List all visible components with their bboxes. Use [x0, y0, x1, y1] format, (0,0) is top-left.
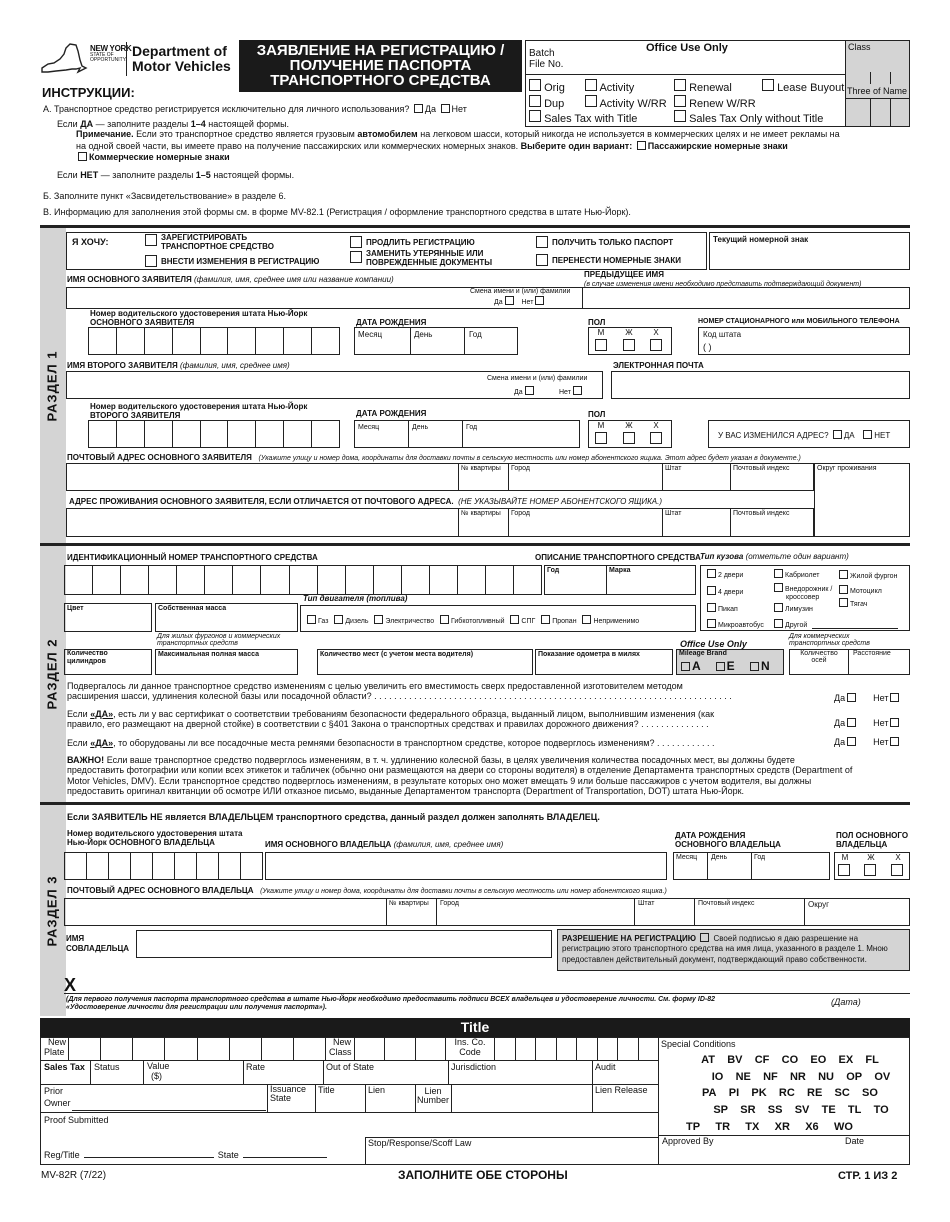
body-type-label: Тип кузова (отметьте один вариант) [700, 552, 849, 561]
renew-wrr-label: Renew W/RR [689, 98, 756, 110]
cylinders-label: Количество цилиндров [67, 650, 108, 665]
body-tractor[interactable]: Тягач [837, 598, 867, 609]
sex-second-label: ПОЛ [588, 410, 606, 419]
logo-divider [126, 42, 127, 76]
primary-name-label: ИМЯ ОСНОВНОГО ЗАЯВИТЕЛЯ (фамилия, имя, среднее имя или название компании) [67, 275, 394, 284]
sex-x-checkbox[interactable] [650, 339, 662, 351]
renewal-label: Renewal [689, 82, 732, 94]
approved-by-label: Approved By [662, 1136, 714, 1146]
instruction-note: Примечание. Если это транспортное средство является грузовым автомобилем на легковом шасси, который никогда не используется в коммерческих целях и не имеет рекламы на [76, 129, 840, 139]
class-label: Class [848, 42, 871, 52]
orig-option[interactable] [529, 79, 565, 95]
email-field[interactable] [611, 371, 910, 399]
dmv-name [132, 44, 231, 73]
body-convertible[interactable]: Кабриолет [772, 569, 819, 580]
ins-co-cells[interactable] [494, 1037, 658, 1060]
engine-options: Газ Дизель Электричество Гибкотопливный СПГ Пропан Неприменимо [305, 615, 639, 626]
stop-label: Stop/Response/Scoff Law [368, 1138, 472, 1148]
renewal-option[interactable] [674, 79, 732, 95]
change-registration-option[interactable]: ВНЕСТИ ИЗМЕНЕНИЯ В РЕГИСТРАЦИЮ [145, 255, 319, 267]
q1-yes[interactable] [847, 693, 856, 702]
county-field[interactable] [814, 463, 910, 537]
q3-yes[interactable] [847, 737, 856, 746]
activity-option[interactable] [585, 79, 634, 95]
phone-label: НОМЕР СТАЦИОНАРНОГО или МОБИЛЬНОГО ТЕЛЕФОНА [698, 318, 900, 325]
reg-title-state: Reg/Title State [44, 1150, 327, 1160]
second-change-yes-checkbox[interactable] [525, 386, 534, 395]
activity-wrr-option[interactable] [585, 95, 667, 111]
engine-label: Тип двигателя (топлива) [303, 594, 408, 603]
important-note: ВАЖНО! Если ваше транспортное средство подверглось изменениям, в т. ч. удлинению колесной базы, в целях увеличения количества посадочных мест, вы должны будете предоставить фотографии или копии всех этикеток и табличек (обычно они размещаются на двери со стороны водителя) в отделение Департамента транспортных средств (Department of Motor Vehicles, DMV). Если транспортное средство подверглось изменениям, в результате которых оно может вмещать 9 или больше пассажиров с учетом водителя, вы должны предоставить оригинал квитанции об осмотре ИЛИ отказное письмо, выданные Департаментом транспорта (Department of Transportation, DOT) штата Нью-Йорк. [67, 755, 853, 797]
title-line-3: ТРАНСПОРТНОГО СРЕДСТВА [270, 72, 491, 89]
form-page: NEW YORK STATE OF OPPORTUNITY. Department of Motor Vehicles ЗАЯВЛЕНИЕ НА РЕГИСТРАЦИЮ / ПОЛУЧЕНИЕ ПАСПОРТА ТРАНСПОРТНОГО СРЕДСТВА Office Use Only Batch File No. Class Three of Name Orig Activity Renewal Lease Buyout Dup Activity W/RR Renew W/RR Sales Tax with Title Sales Tax Only without Title ИНСТРУКЦИИ: А. Транспортное средство регистрируется исключительно для личного использования? Да Нет Если ДА — заполните разделы 1–4 настоящей формы. Примечание. Если это транспортное средство является грузовым автомобилем на легковом шасси, который никогда не используется в коммерческих целях и не имеет рекламы на на одной своей части, вы имеете право на получение пассажирских или коммерческих номерных знаков. Выберите один вариант: Пассажирские номерные знаки Коммерческие номерные знаки Если НЕТ — заполните разделы 1–5 настоящей формы. Б. Заполните пункт «Засвидетельствование» в разделе 6. В. Информацию для заполнения этой формы см. в форме MV-82.1 (Регистрация / оформление транспортного средства в штате Нью-Йорк). РАЗДЕЛ 1 Я ХОЧУ: ЗАРЕГИСТРИРОВАТЬ ТРАНСПОРТНОЕ СРЕДСТВО ВНЕСТИ ИЗМЕНЕНИЯ В РЕГИСТРАЦИЮ ПРОДЛИТЬ РЕГИСТРАЦИЮ ЗАМЕНИТЬ УТЕРЯННЫЕ ИЛИ ПОВРЕЖДЕННЫЕ ДОКУМЕНТЫ ПОЛУЧИТЬ ТОЛЬКО ПАСПОРТ ПЕРЕНЕСТИ НОМЕРНЫЕ ЗНАКИ Текущий номерной знак ИМЯ ОСНОВНОГО ЗАЯВИТЕЛЯ (фамилия, имя, среднее имя или название компании) Смена имени и (или) фамилии Да Нет ПРЕДЫДУЩЕЕ ИМЯ (в случае изменения имени необходимо представить подтверждающий документ) Номер водительского удостоверения штата Нью-Йорк ОСНОВНОГО ЗАЯВИТЕЛЯ ДАТА РОЖДЕНИЯ Месяц День Год ПОЛ М Ж Х НОМЕР СТАЦИОНАРНОГО или МОБИЛЬНОГО ТЕЛЕФОНА Код штата ( ) ИМЯ ВТОРОГО ЗАЯВИТЕЛЯ (фамилия, имя, среднее имя) Смена имени и (или) фамилии Да Нет ЭЛЕКТРОННАЯ ПОЧТА Номер водительского удостоверения штата Нью-Йорк ВТОРОГО ЗАЯВИТЕЛЯ ДАТА РОЖДЕНИЯ Месяц День Год ПОЛ М Ж Х У ВАС ИЗМЕНИЛСЯ АДРЕС? ДА НЕТ ПОЧТОВЫЙ АДРЕС ОСНОВНОГО ЗАЯВИТЕЛЯ (Укажите улицу и номер дома, координаты для доставки почты в сельскую местность или номер абонентского ящика. Этот адрес будет указан в документе.) № квартиры Город Штат Почтовый индекс Округ проживания АДРЕС ПРОЖИВАНИЯ ОСНОВНОГО ЗАЯВИТЕЛЯ, ЕСЛИ ОТЛИЧАЕТСЯ ОТ ПОЧТОВОГО АДРЕСА. (НЕ УКАЗЫВАЙТЕ НОМЕР АБОНЕНТСКОГО ЯЩИКА.) № квартиры Город Штат Почтовый индекс РАЗДЕЛ 2 ИДЕНТИФИКАЦИОННЫЙ НОМЕР ТРАНСПОРТНОГО СРЕДСТВА ОПИСАНИЕ ТРАНСПОРТНОГО СРЕДСТВА Год Марка Тип кузова (отметьте один вариант) 2 двери 4 двери Пикап Микроавтобус Кабриолет Внедорожник / кроссовер Лимузин Другой Жилой фургон Мотоцикл Тягач Цвет Собственная масса Тип двигателя (топлива) Газ Дизель Электричество Гибкотопливный СПГ Пропан Неприменимо Для жилых фургонов и коммерческих транспортных средств Office Use Only Для коммерческих транспортных средств Количество цилиндров Максимальная полная масса Количество мест (с учетом места водителя) Показание одометра в милях Mileage Brand A E N Количество осей Расстояние Подвергалось ли данное транспортное средство изменениям с целью увеличить его вместимость сверх предоставленной изготовителем методом расширения шасси, удлинения колесной базы или посадочной области? . . . . . . . . . . . . . . . . . . . . . . . . . . . . . . . . . . . . . . . . . . . . . . . . . . . . . . . . . . . . . . . . . . . . . . . . Да Нет Если «ДА», есть ли у вас сертификат о соответствии требованиям безопасности федерального образца, выданный лицом, выполнившим изменения (как правило, его размещают на дверной стойке) в соответствии с §401 Закона о транспортных средствах и правилах дорожного движения? . . . . . . . . . . . . . . Да Нет Если «ДА», то оборудованы ли все посадочные места ремнями безопасности в транспортном средстве, которое подверглось изменениям? . . . . . . . . . . . . Да Нет ВАЖНО! Если ваше транспортное средство подверглось изменениям, в т. ч. удлинению колесной базы, в целях увеличения количества посадочных мест, вы должны будете предоставить фотографии или копии всех этикеток и табличек (обычно они размещаются на двери со стороны водителя) в отделение Департамента транспортных средств (Department of Motor Vehicles, DMV). Если транспортное средство подверглось изменениям, в результате которых оно может вмещать 9 или больше пассажиров с учетом водителя, вы должны предоставить оригинал квитанции об осмотре ИЛИ отказное письмо, выданные Департаментом транспорта (Department of Transportation, DOT) штата Нью-Йорк. РАЗДЕЛ 3 Если ЗАЯВИТЕЛЬ НЕ является ВЛАДЕЛЬЦЕМ транспортного средства, данный раздел должен заполнять ВЛАДЕЛЕЦ. Номер водительского удостоверения штата Нью-Йорк ОСНОВНОГО ВЛАДЕЛЬЦА ИМЯ ОСНОВНОГО ВЛАДЕЛЬЦА (фамилия, имя, среднее имя) ДАТА РОЖДЕНИЯ ОСНОВНОГО ВЛАДЕЛЬЦА Месяц День Год ПОЛ ОСНОВНОГО ВЛАДЕЛЬЦА М Ж X ПОЧТОВЫЙ АДРЕС ОСНОВНОГО ВЛАДЕЛЬЦА (Укажите улицу и номер дома, координаты для доставки почты в сельскую местность или номер абонентского ящика.) № квартиры Город Штат Почтовый индекс Округ ИМЯ СОВЛАДЕЛЬЦА РАЗРЕШЕНИЕ НА РЕГИСТРАЦИЮ Своей подписью я даю разрешение на регистрацию этого транспортного средства на имя лица, указанного в разделе 1. Мною предоставлен действительный документ, подтверждающий право собственности. X (Для первого получения паспорта транспортного средства в штате Нью-Йорк необходимо предоставить подписи ВСЕХ владельцев и удостоверение личности. См. форму ID-82 «Удостоверение личности для регистрации или получения паспорта»). (Дата) Title Special Conditions AT BV CF CO EO EX FL IO NE NF NR NU OP OV PA PI PK RC RE SC SO SP SR SS SV TE TL TO TP TR TX XR X6 WO Approved By Date New Plate New Class Ins. Co. Code Sales Tax Status Value ($) Rate Out of State Jurisdiction Audit Prior Owner Issuance State Title Lien Lien Number Lien Release Proof Submitted Stop/Response/Scoff Law Reg/Title State MV-82R (7/22) ЗАПОЛНИТЕ ОБЕ СТОРОНЫ СТР. 1 ИЗ 2 [41, 42, 909, 1182]
page-number: СТР. 1 ИЗ 2 [838, 1170, 898, 1182]
second-name-change-options: Да Нет [514, 386, 584, 397]
body-minibus[interactable]: Микроавтобус [705, 619, 764, 630]
q1-no[interactable] [890, 693, 899, 702]
new-plate-label: New Plate [44, 1037, 67, 1057]
body-4d[interactable]: 4 двери [705, 586, 743, 597]
file-no-label: File No. [529, 59, 564, 70]
owner-mail-field[interactable] [64, 898, 910, 926]
dl-second-label: Номер водительского удостоверения штата Нью-Йорк ВТОРОГО ЗАЯВИТЕЛЯ [90, 402, 308, 420]
transfer-plates-option[interactable]: ПЕРЕНЕСТИ НОМЕРНЫЕ ЗНАКИ [536, 254, 681, 266]
county-label: Округ проживания [817, 465, 877, 472]
sex2-x-checkbox[interactable] [650, 432, 662, 444]
mileage-e[interactable] [716, 662, 725, 671]
signature-line[interactable] [64, 993, 910, 994]
q3-answers: Да Нет [834, 737, 901, 747]
i-want-label: Я ХОЧУ: [72, 237, 109, 247]
owner-dl-field[interactable] [64, 852, 263, 880]
office-divider [525, 74, 845, 75]
sales-tax-label: Sales Tax [44, 1062, 85, 1072]
three-of-name-label: Three of Name [847, 86, 908, 96]
question-1: Подвергалось ли данное транспортное средство изменениям с целью увеличить его вместимость сверх предоставленной изготовителем методом расширения шасси, удлинения колесной базы или посадочной области? . . . . . . . . . . . . . . . . . . . . . . . . . . . . . . . . . . . . . . . . . . . . . . . . . . . . . . . . . . . . . . . . . . . . . . . . [67, 681, 732, 702]
special-codes: AT BV CF CO EO EX FL IO NE NF NR NU OP OV PA PI PK RC RE SC SO SP SR SS SV TE TL TO TP TR TX XR X6 WO [686, 1054, 891, 1133]
lease-label: Lease Buyout [777, 82, 845, 94]
mailing-address-field[interactable] [66, 463, 814, 491]
instruction-b: Б. Заполните пункт «Засвидетельствование» в разделе 6. [43, 191, 287, 201]
office-use-mileage-label: Office Use Only [680, 639, 747, 649]
instruction-c: В. Информацию для заполнения этой формы см. в форме MV-82.1 (Регистрация / оформление транспортного средства в штате Нью-Йорк). [43, 207, 631, 217]
sex2-f-checkbox[interactable] [623, 432, 635, 444]
section-3-tab [40, 805, 66, 1016]
ins-co-label: Ins. Co. Code [454, 1037, 486, 1057]
out-of-state-label: Out of State [326, 1062, 375, 1072]
addr-no-checkbox[interactable] [863, 430, 872, 439]
ny-line-2: STATE OF [90, 52, 114, 58]
commercial-note: Для коммерческих транспортных средств [789, 633, 870, 647]
body-suv[interactable]: Внедорожник / кроссовер [772, 583, 832, 603]
instruction-note-2: на одной своей части, вы имеете право на получение пассажирских или коммерческих номерных знаков. Выберите один вариант: Пассажирские номерные знаки [76, 141, 788, 151]
authorization-checkbox[interactable] [700, 933, 709, 942]
rate-label: Rate [246, 1062, 266, 1072]
mileage-n[interactable] [750, 662, 759, 671]
instruction-a: А. Транспортное средство регистрируется исключительно для личного использования? Да Нет [43, 104, 467, 114]
question-3: Если «ДА», то оборудованы ли все посадочные места ремнями безопасности в транспортном средстве, которое подверглось изменениям? . . . . . . . . . . . . [67, 738, 715, 748]
instruction-if-no: Если НЕТ — заполните разделы 1–5 настоящей формы. [57, 170, 295, 180]
addr-yes-checkbox[interactable] [833, 430, 842, 439]
passenger-plates-checkbox[interactable] [637, 141, 646, 150]
body-pickup[interactable]: Пикап [705, 603, 738, 614]
lease-buyout-option[interactable] [762, 79, 844, 95]
office-date-label: Date [845, 1136, 865, 1146]
complete-both-sides: ЗАПОЛНИТЕ ОБЕ СТОРОНЫ [398, 1168, 568, 1182]
q1-answers: Да Нет [834, 693, 901, 703]
section-1-label: РАЗДЕЛ 1 [44, 350, 60, 421]
signature-date-label: (Дата) [831, 997, 861, 1007]
orig-label: Orig [544, 82, 565, 94]
form-title [239, 40, 522, 92]
owner-dob-label: ДАТА РОЖДЕНИЯ ОСНОВНОГО ВЛАДЕЛЬЦА [675, 831, 781, 849]
body-camper[interactable]: Жилой фургон [837, 570, 897, 581]
office-use-bottom-title: Title [40, 1018, 910, 1037]
title-line-1: ЗАЯВЛЕНИЕ НА РЕГИСТРАЦИЮ / [256, 42, 505, 59]
second-name-label: ИМЯ ВТОРОГО ЗАЯВИТЕЛЯ (фамилия, имя, среднее имя) [67, 361, 290, 370]
ny-line-3: OPPORTUNITY. [90, 57, 127, 63]
sales-tax-only-option[interactable] [674, 110, 823, 126]
mailing-address-label: ПОЧТОВЫЙ АДРЕС ОСНОВНОГО ЗАЯВИТЕЛЯ (Укажите улицу и номер дома, координаты для доставки почты в сельскую местность или номер абонентского ящика. Этот адрес будет указан в документе.) [67, 453, 801, 462]
dup-option[interactable] [529, 95, 564, 111]
seats-label: Количество мест (с учетом места водителя) [320, 651, 474, 658]
residence-address-field[interactable] [66, 508, 814, 537]
lien-label: Lien [368, 1085, 386, 1095]
engine-none[interactable] [582, 615, 591, 624]
stwt-label: Sales Tax with Title [544, 113, 638, 125]
status-label: Status [94, 1062, 120, 1072]
title-only-option[interactable]: ПОЛУЧИТЬ ТОЛЬКО ПАСПОРТ [536, 236, 673, 248]
owner-sex-label: ПОЛ ОСНОВНОГО ВЛАДЕЛЬЦА [836, 831, 909, 849]
dob-second-label: ДАТА РОЖДЕНИЯ [356, 409, 427, 418]
sex2-m-checkbox[interactable] [595, 432, 607, 444]
color-label: Цвет [67, 605, 84, 612]
vin-field[interactable] [64, 565, 542, 595]
sales-tax-with-title-option[interactable] [529, 110, 637, 126]
class-box [845, 40, 910, 127]
personal-no-checkbox[interactable] [441, 104, 450, 113]
owner-name-field[interactable] [265, 852, 667, 880]
new-york-state-outline-icon [40, 42, 88, 76]
section-1-top-rule [40, 225, 910, 228]
owner-sex-f[interactable] [864, 864, 876, 876]
engine-flex[interactable] [440, 615, 449, 624]
question-2: Если «ДА», есть ли у вас сертификат о соответствии требованиям безопасности федерального образца, выданный лицом, выполнившим изменения (как правило, его размещают на дверной стойке) в соответствии с §401 Закона о транспортных средствах и правилах дорожного движения? . . . . . . . . . . . . . . [67, 709, 715, 730]
owner-name-label: ИМЯ ОСНОВНОГО ВЛАДЕЛЬЦА (фамилия, имя, среднее имя) [265, 840, 504, 849]
body-moto[interactable]: Мотоцикл [837, 585, 882, 596]
owner-sex-x[interactable] [891, 864, 903, 876]
replace-option[interactable]: ЗАМЕНИТЬ УТЕРЯННЫЕ ИЛИ ПОВРЕЖДЕННЫЕ ДОКУМЕНТЫ [350, 250, 492, 268]
personal-yes-checkbox[interactable] [414, 104, 423, 113]
sex-m-checkbox[interactable] [595, 339, 607, 351]
ny-line-1: NEW YORK [90, 44, 132, 53]
section-2-tab [40, 546, 66, 802]
mileage-brand-label: Mileage Brand [679, 650, 727, 657]
office-use-title: Office Use Only [646, 42, 728, 54]
section-3-intro: Если ЗАЯВИТЕЛЬ НЕ является ВЛАДЕЛЬЦЕМ транспортного средства, данный раздел должен заполнять ВЛАДЕЛЕЦ. [67, 812, 600, 822]
signature-note: (Для первого получения паспорта транспортного средства в штате Нью-Йорк необходимо предоставить подписи ВСЕХ владельцев и удостоверение личности. См. форму ID-82 «Удостоверение личности для регистрации или получения паспорта»). [66, 996, 716, 1012]
special-conditions-label: Special Conditions [661, 1039, 736, 1049]
engine-diesel[interactable] [334, 615, 343, 624]
proof-submitted-label: Proof Submitted [44, 1115, 109, 1125]
owner-sex-m[interactable] [838, 864, 850, 876]
coowner-field[interactable] [136, 930, 552, 958]
title-line-2: ПОЛУЧЕНИЕ ПАСПОРТА [289, 57, 472, 74]
mileage-a[interactable] [681, 662, 690, 671]
q2-no[interactable] [890, 718, 899, 727]
activity-wrr-label: Activity W/RR [599, 98, 667, 110]
title-label: Title [318, 1085, 335, 1095]
section-3-top-rule [40, 802, 910, 805]
name-change-options: Да Нет [494, 296, 546, 307]
new-class-label: New Class [329, 1037, 352, 1057]
owner-mail-label: ПОЧТОВЫЙ АДРЕС ОСНОВНОГО ВЛАДЕЛЬЦА (Укажите улицу и номер дома, координаты для доставки почты в сельскую местность или номер абонентского ящика.) [67, 886, 667, 895]
residence-address-label: АДРЕС ПРОЖИВАНИЯ ОСНОВНОГО ЗАЯВИТЕЛЯ, ЕСЛИ ОТЛИЧАЕТСЯ ОТ ПОЧТОВОГО АДРЕСА. (НЕ УКАЗЫВАЙТЕ НОМЕР АБОНЕНТСКОГО ЯЩИКА.) [69, 497, 663, 506]
email-label: ЭЛЕКТРОННАЯ ПОЧТА [613, 361, 704, 370]
sex-f-checkbox[interactable] [623, 339, 635, 351]
dept-line-2: Motor Vehicles [132, 57, 231, 74]
vin-label: ИДЕНТИФИКАЦИОННЫЙ НОМЕР ТРАНСПОРТНОГО СРЕДСТВА [67, 553, 318, 562]
body-limo[interactable]: Лимузин [772, 603, 813, 614]
body-other[interactable]: Другой [772, 619, 807, 630]
dl-primary-label: Номер водительского удостоверения штата Нью-Йорк ОСНОВНОГО ЗАЯВИТЕЛЯ [90, 309, 308, 327]
van-note: Для жилых фургонов и коммерческих транспортных средств [157, 633, 281, 647]
jurisdiction-label: Jurisdiction [451, 1062, 497, 1072]
odometer-label: Показание одометра в милях [538, 651, 640, 658]
authorization-text: РАЗРЕШЕНИЕ НА РЕГИСТРАЦИЮ Своей подписью я даю разрешение на регистрацию этого транспортного средства на имя лица, указанного в разделе 1. Мною предоставлен действительный документ, подтверждающий право собственности. [562, 934, 888, 964]
second-change-no-checkbox[interactable] [573, 386, 582, 395]
audit-label: Audit [595, 1062, 616, 1072]
instruction-if-yes: Если ДА — заполните разделы 1–4 настоящей формы. [57, 119, 290, 129]
section-2-top-rule [40, 543, 910, 546]
batch-label: Batch [529, 48, 555, 59]
lien-release-label: Lien Release [595, 1085, 648, 1095]
q3-no[interactable] [890, 737, 899, 746]
weight-label: Собственная масса [158, 605, 227, 612]
prior-owner-label: Prior Owner [44, 1086, 71, 1109]
previous-name-label: ПРЕДЫДУЩЕЕ ИМЯ (в случае изменения имени необходимо представить подтверждающий документ) [584, 270, 862, 289]
section-1-tab [40, 228, 66, 543]
dup-label: Dup [544, 98, 565, 110]
dl-second-field[interactable] [88, 420, 340, 448]
current-plate-label: Текущий номерной знак [713, 235, 809, 244]
signature-x: X [64, 975, 77, 995]
renew-option[interactable]: ПРОДЛИТЬ РЕГИСТРАЦИЮ [350, 236, 475, 248]
dob-primary-label: ДАТА РОЖДЕНИЯ [356, 318, 427, 327]
axles-label: Количество осей [800, 650, 838, 664]
engine-gas[interactable] [307, 615, 316, 624]
gvw-label: Максимальная полная масса [158, 651, 259, 658]
coowner-label: ИМЯ СОВЛАДЕЛЬЦА [66, 934, 130, 953]
engine-electric[interactable] [374, 615, 383, 624]
value-label: Value ($) [147, 1061, 170, 1081]
new-plate-cells[interactable] [68, 1037, 326, 1060]
sex-primary-label: ПОЛ [588, 318, 606, 327]
engine-lpg[interactable] [510, 615, 519, 624]
q2-answers: Да Нет [834, 718, 901, 728]
renew-wrr-option[interactable] [674, 95, 756, 111]
register-option[interactable]: ЗАРЕГИСТРИРОВАТЬ ТРАНСПОРТНОЕ СРЕДСТВО [145, 234, 274, 252]
section-2-label: РАЗДЕЛ 2 [44, 638, 60, 710]
stowt-label: Sales Tax Only without Title [689, 113, 824, 125]
engine-propane[interactable] [541, 615, 550, 624]
new-class-cells[interactable] [354, 1037, 446, 1060]
dl-primary-field[interactable] [88, 327, 340, 355]
primary-name-field[interactable] [66, 287, 910, 309]
distance-label: Расстояние [853, 650, 891, 657]
form-number: MV-82R (7/22) [41, 1170, 107, 1181]
activity-label: Activity [599, 82, 635, 94]
instructions-title: ИНСТРУКЦИИ: [42, 85, 135, 100]
mileage-options: A E N [679, 660, 770, 674]
address-changed: У ВАС ИЗМЕНИЛСЯ АДРЕС? ДА НЕТ [718, 431, 891, 440]
description-label: ОПИСАНИЕ ТРАНСПОРТНОГО СРЕДСТВА [535, 553, 701, 562]
owner-dl-label: Номер водительского удостоверения штата Нью-Йорк ОСНОВНОГО ВЛАДЕЛЬЦА [67, 829, 243, 847]
q2-yes[interactable] [847, 718, 856, 727]
dept-line-1: Department of [132, 43, 227, 59]
section-3-label: РАЗДЕЛ 3 [44, 875, 60, 946]
lien-number-label: Lien Number [416, 1086, 449, 1106]
name-change-label: Смена имени и (или) фамилии [470, 288, 571, 295]
issuance-state-label: Issuance State [270, 1084, 307, 1104]
commercial-plates-option[interactable]: Коммерческие номерные знаки [76, 152, 230, 162]
body-2d[interactable]: 2 двери [705, 569, 743, 580]
